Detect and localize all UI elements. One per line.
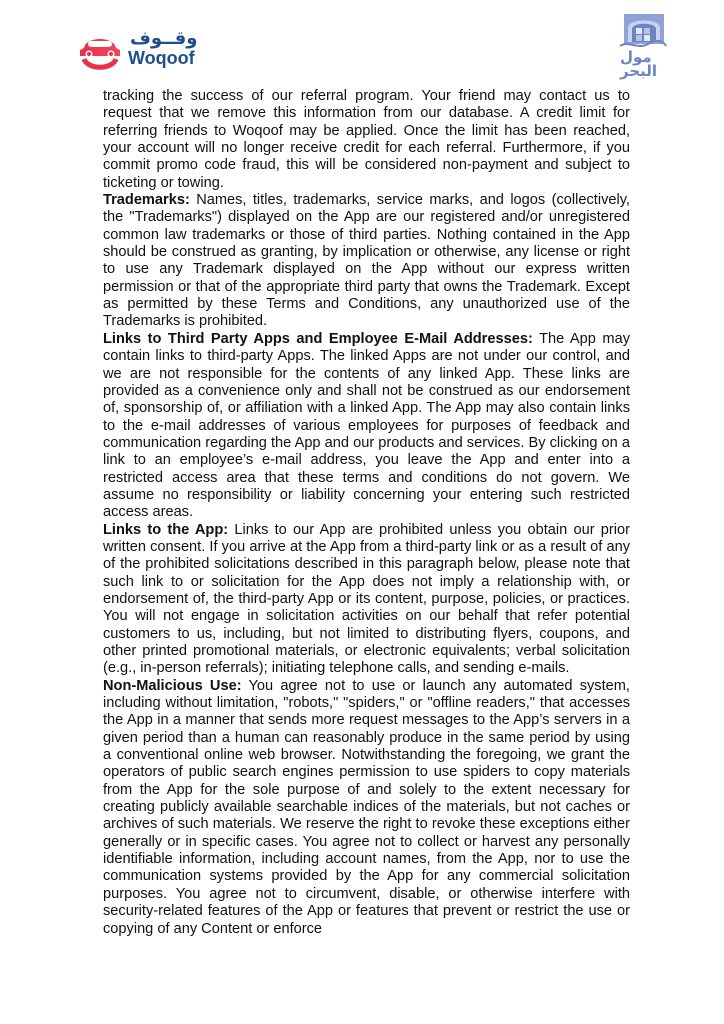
section-third-party-links [103, 331, 630, 522]
woqoof-logo [78, 30, 203, 72]
section-heading: Links to Third Party Apps and Employee E-Mail Addresses: [103, 330, 533, 347]
section-heading: Non-Malicious Use: [103, 677, 242, 694]
section-heading: Links to the App: [103, 521, 229, 538]
section-trademarks [103, 192, 630, 331]
section-body: Names, titles, trademarks, service marks, and logos (collectively, the "Trademarks") displayed on the App are our registered and/or unregistered common law trademarks or those of third parties. Nothing contained in the App should be construed as granting, by implication or otherwise, any license or right to use any Trademark displayed on the App without our express written permission or that of the appropriate third party that owns the Trademark. Except as permitted by these Terms and Conditions, any unauthorized use of the Trademarks is prohibited. [103, 192, 630, 330]
section-non-malicious-use [103, 678, 630, 938]
section-heading: Trademarks: [103, 192, 190, 209]
mall-logo [618, 14, 668, 80]
brand-name-english: Woqoof [128, 48, 195, 68]
section-body: tracking the success of our referral program. Your friend may contact us to request that we remove this information from our database. A credit limit for referring friends to Woqoof may be applied. Once the limit has been reached, your account will no longer receive credit for each referral. Furthermore, if you commit promo code fraud, this will be considered non-payment and subject to ticketing or towing. [103, 88, 630, 191]
section-body: Links to our App are prohibited unless you obtain our prior written consent. If you arrive at the App from a third-party link or as a result of any of the prohibited solicitations described in this paragraph below, please note that such link to or solicitation for the App does not imply a relationship with, or endorsement of, the third-party App or its content, purpose, policies, or practices. You will not engage in solicitation activities on our behalf that refer potential customers to us, including, but not limited to distributing flyers, coupons, and other printed promotional materials, or electronic equivalents; verbal solicitation (e.g., in-person referrals); initiating telephone calls, and sending e-mails. [103, 521, 630, 677]
car-icon [78, 32, 122, 70]
section-referral-continued [103, 88, 630, 192]
mall-name-arabic: مول البحر [620, 48, 658, 80]
terms-body [103, 88, 630, 938]
section-body: The App may contain links to third-party Apps. The linked Apps are not under our control, and we are not responsible for the contents of any linked App. These links are provided as a convenience only and shall not be construed as our endorsement of, sponsorship of, or affiliation with a linked App. The App may also contain links to the e-mail addresses of various employees for purposes of feedback and communication regarding the App and our products and services. By clicking on a link to an employee’s e-mail address, you leave the App and enter into a restricted access area that these terms and conditions do not govern. We assume no responsibility or liability concerning your entering such restricted access areas. [103, 330, 630, 521]
section-links-to-app [103, 522, 630, 678]
brand-name-arabic: وقــوف [130, 28, 198, 49]
section-body: You agree not to use or launch any automated system, including without limitation, "robots," "spiders," or "offline readers," that accesses the App in a manner that sends more request messages to the App’s servers in a given period than a human can reasonably produce in the same period by using a conventional online web browser. Notwithstanding the foregoing, we grant the operators of public search engines permission to use spiders to copy materials from the App for the sole purpose of and solely to the extent necessary for creating publicly available searchable indices of the materials, but not caches or archives of such materials. We reserve the right to revoke these exceptions either generally or in specific cases. You agree not to collect or harvest any personally identifiable information, including account names, from the App, nor to use the communication systems provided by the App for any commercial solicitation purposes. You agree not to circumvent, disable, or otherwise interfere with security-related features of the App or features that prevent or restrict the use or copying of any Content or enforce [103, 677, 630, 937]
